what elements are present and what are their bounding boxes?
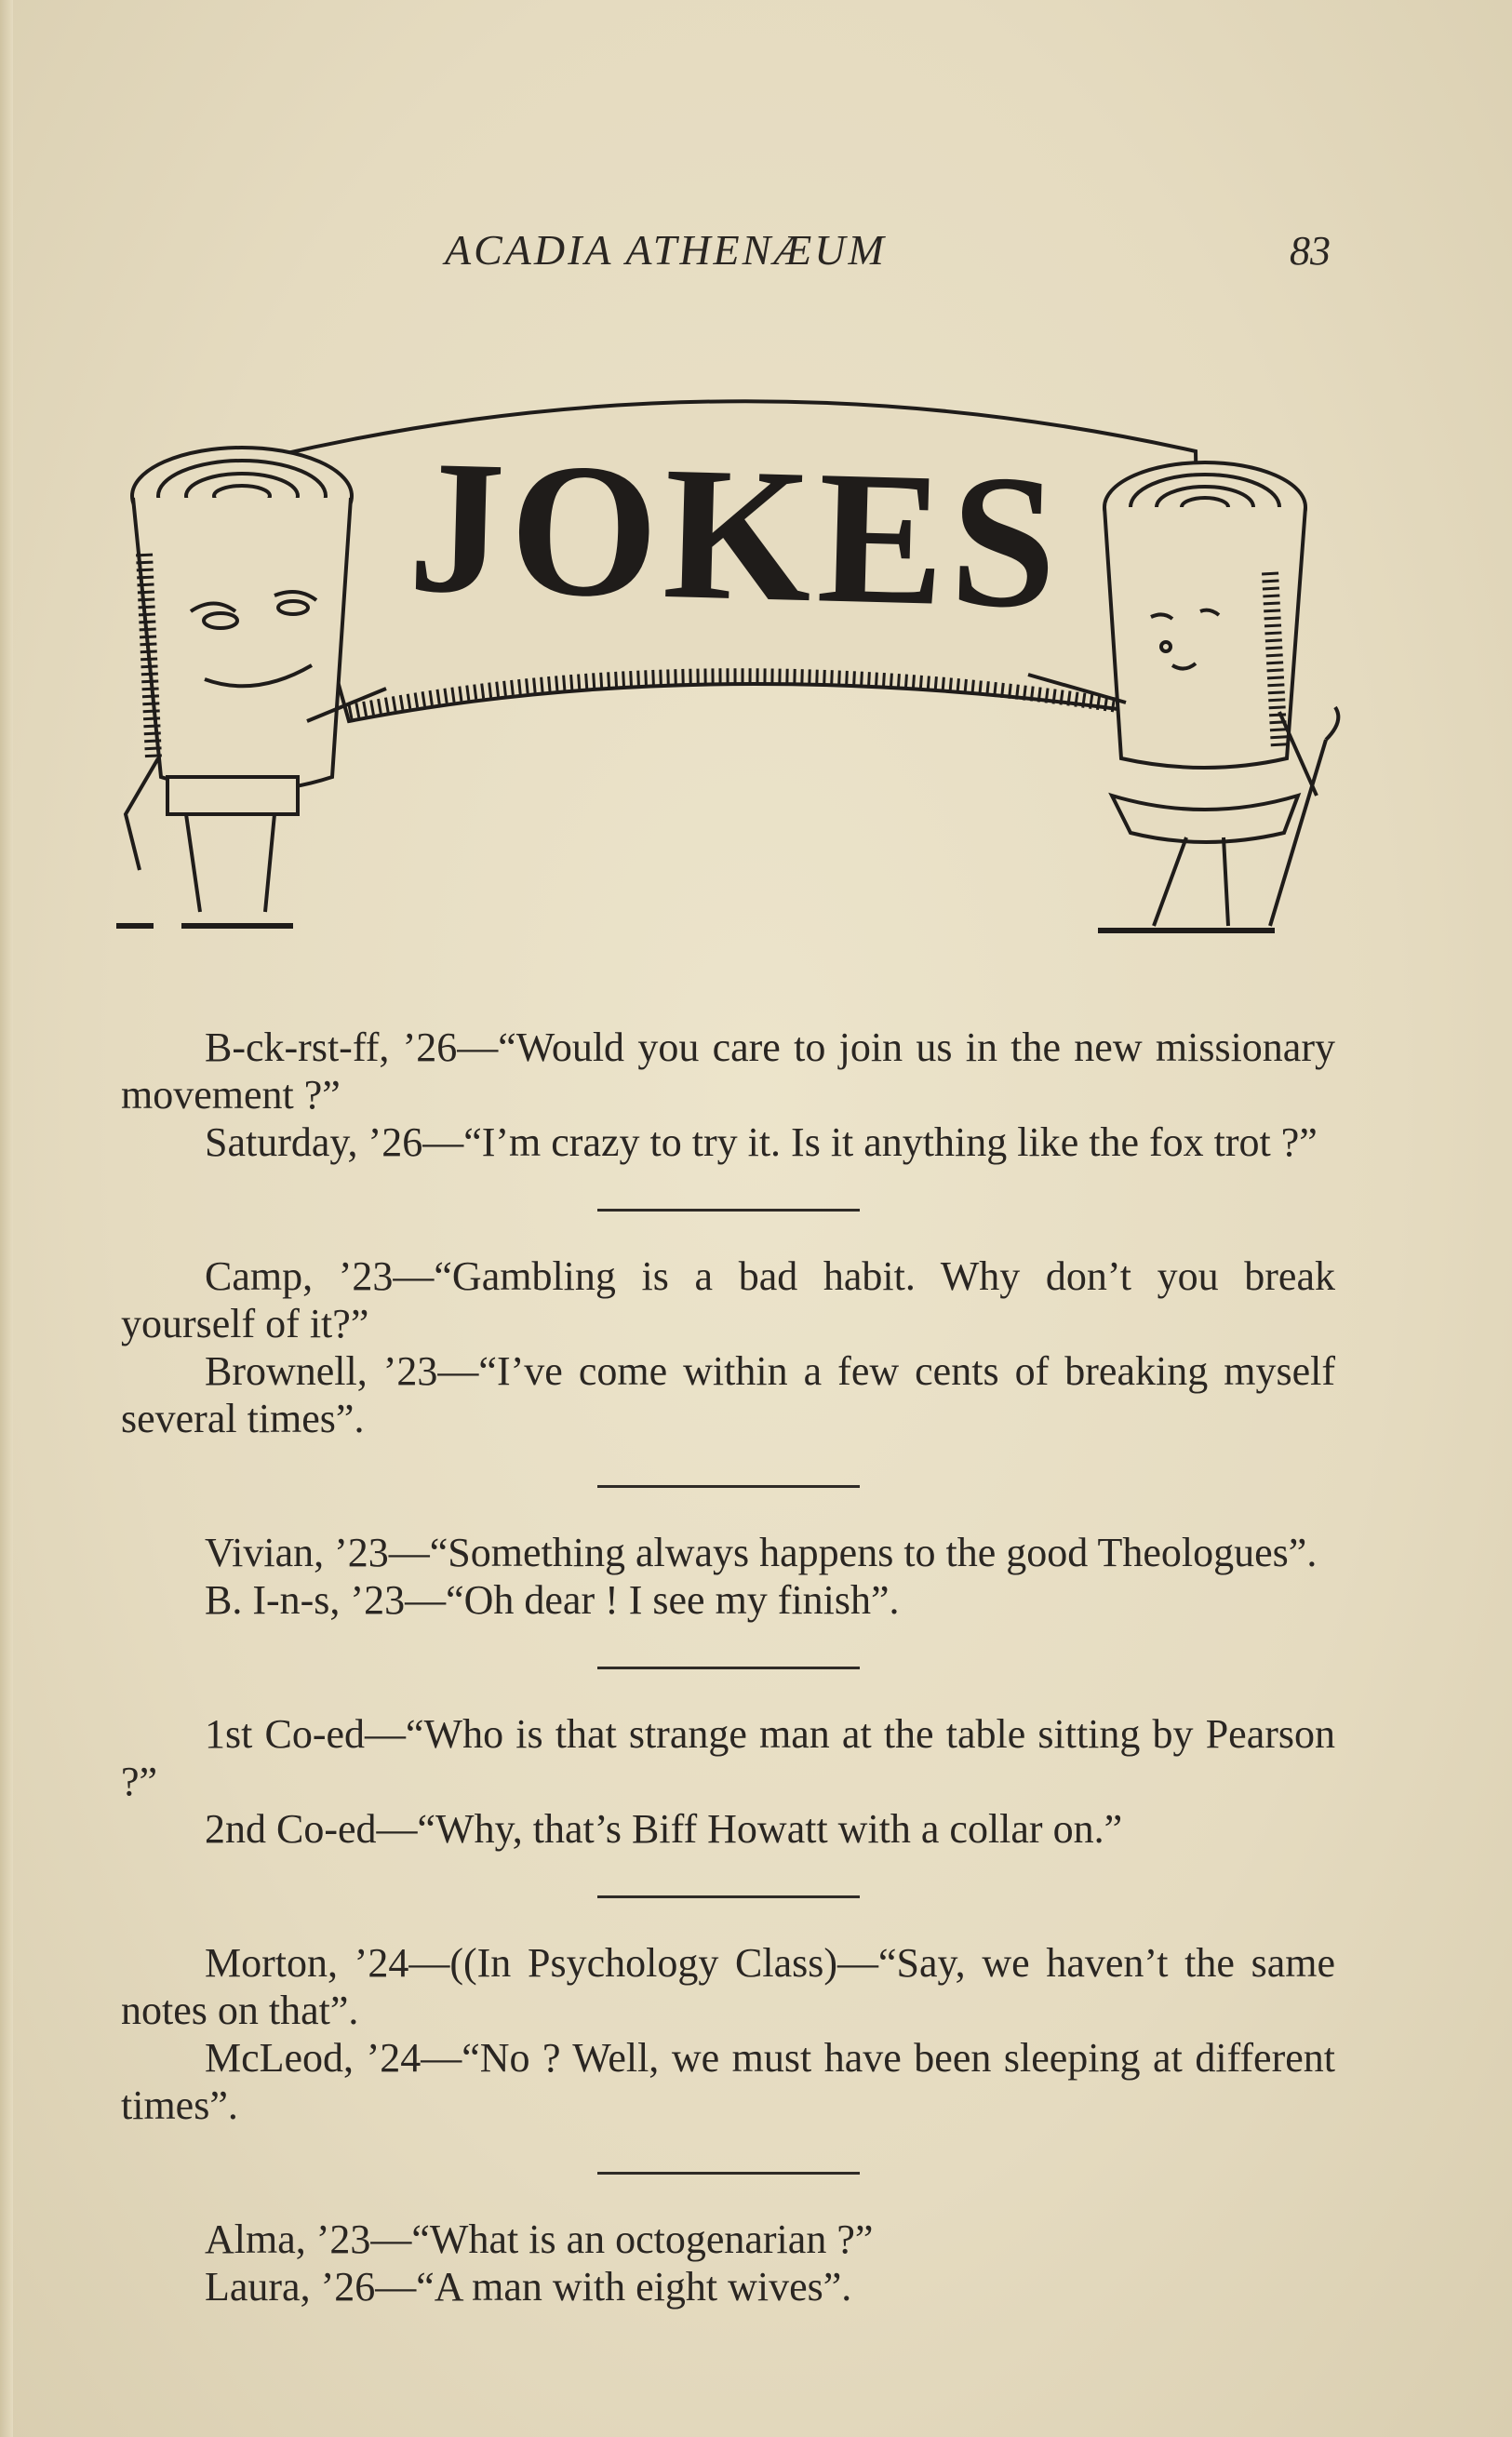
page-number: 83 [1290,228,1331,274]
joke-line: Camp, ’23—“Gambling is a bad habit. Why don’t you break yourself of it?” [121,1253,1335,1346]
joke-line: Vivian, ’23—“Something always happens to the good Theologues”. [205,1530,1318,1575]
running-title: ACADIA ATHENÆUM [445,226,887,274]
joke-6 [121,2216,1335,2310]
joke-line: Laura, ’26—“A man with eight wives”. [205,2264,852,2310]
joke-3 [121,1529,1335,1624]
separator-rule [597,2172,860,2175]
joke-line: McLeod, ’24—“No ? Well, we must have been sleeping at different times”. [121,2035,1335,2128]
joke-line: 1st Co-ed—“Who is that strange man at the table sitting by Pearson ?” [121,1711,1335,1804]
joke-line: 2nd Co-ed—“Why, that’s Biff Howatt with a collar on.” [205,1806,1123,1852]
joke-line: Brownell, ’23—“I’ve come within a few cents of breaking myself several times”. [121,1348,1335,1441]
separator-rule [597,1667,860,1669]
banner-title: JOKES [406,420,1065,649]
joke-4 [121,1710,1335,1853]
joke-1 [121,1024,1335,1166]
joke-5 [121,1939,1335,2129]
joke-line: Saturday, ’26—“I’m crazy to try it. Is it anything like the fox trot ?” [205,1119,1318,1165]
separator-rule [597,1485,860,1488]
jokes-banner-illustration [116,368,1354,944]
jokes-column [121,1024,1335,2310]
joke-line: Morton, ’24—((In Psychology Class)—“Say, we haven’t the same notes on that”. [121,1940,1335,2033]
joke-line: Alma, ’23—“What is an octogenarian ?” [205,2216,874,2262]
joke-line: B-ck-rst-ff, ’26—“Would you care to join us in the new missionary movement ?” [121,1024,1335,1118]
page-edge [0,0,13,2437]
separator-rule [597,1209,860,1212]
separator-rule [597,1895,860,1898]
joke-line: B. I-n-s, ’23—“Oh dear ! I see my finish”. [205,1577,900,1623]
joke-2 [121,1252,1335,1442]
